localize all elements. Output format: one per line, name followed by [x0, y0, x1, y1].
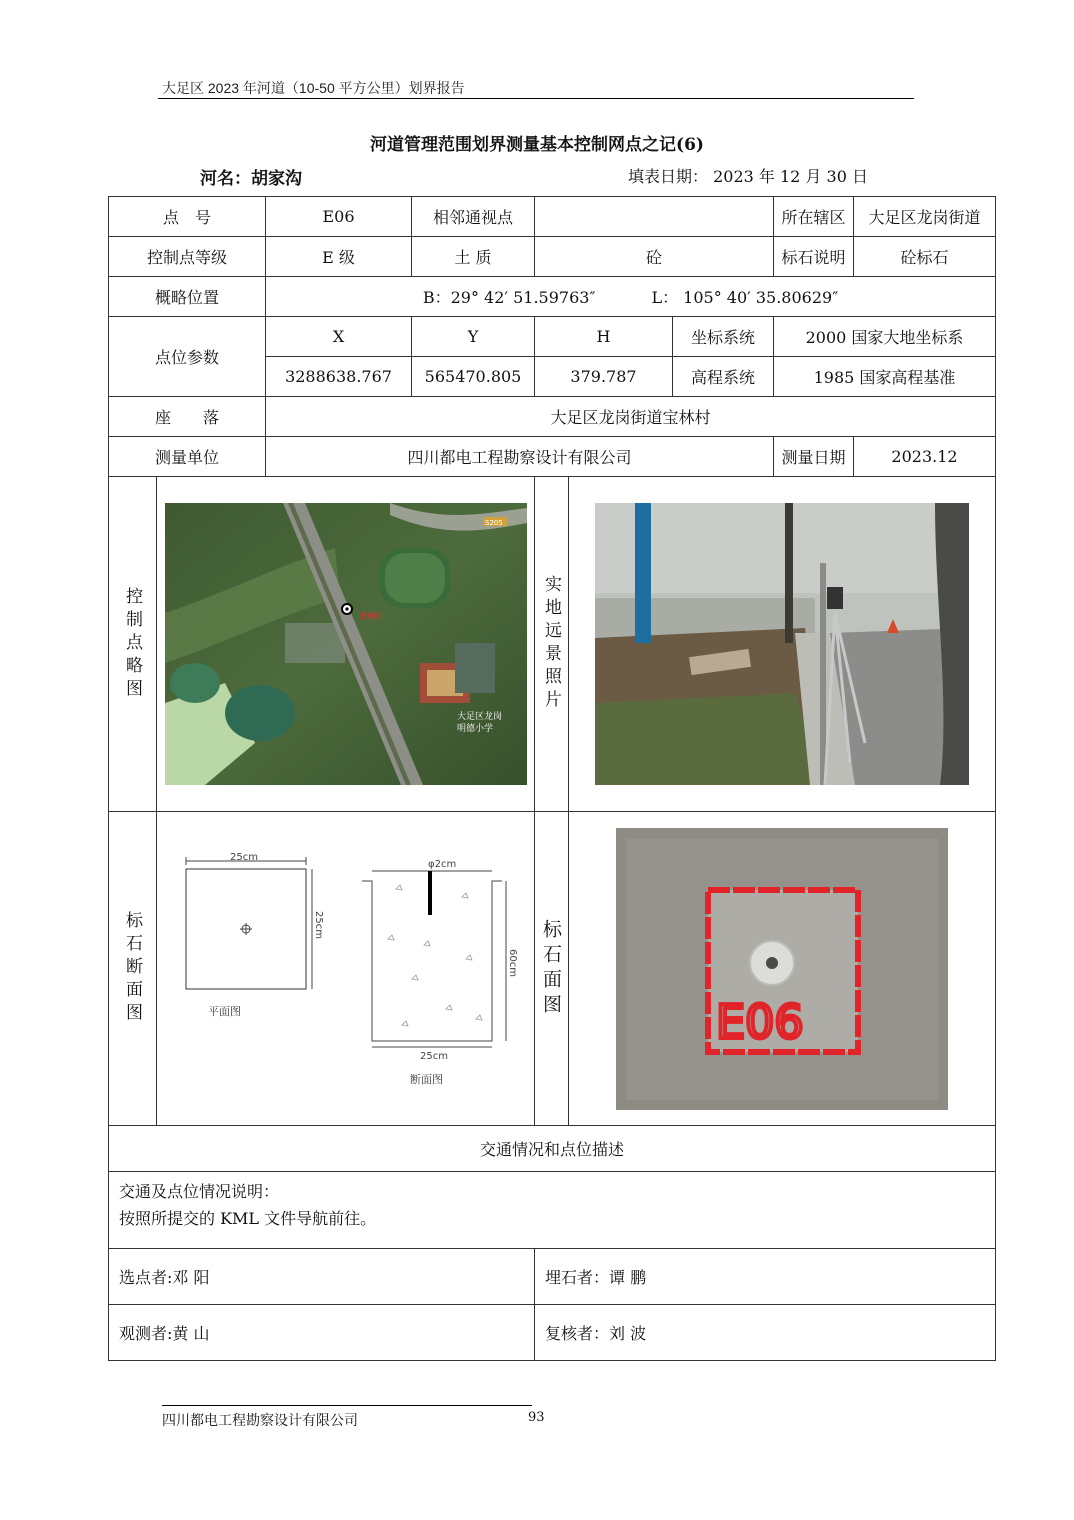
field-photo — [595, 503, 969, 785]
map-school-label1: 大足区龙岗 — [456, 712, 502, 722]
sketch-map-cell — [157, 477, 535, 812]
point-no-label: 点 号 — [109, 197, 266, 237]
surface-label: 标石面图 — [540, 918, 563, 1019]
point-no: E06 — [266, 197, 412, 237]
selector: 选点者:邓 阳 — [109, 1249, 535, 1305]
footer-rule — [162, 1405, 532, 1406]
latitude: B：29° 42′ 51.59763″ — [422, 288, 596, 307]
grade-value: E 级 — [266, 237, 412, 277]
map-road-label: S205 — [484, 519, 503, 527]
seat-label: 座 落 — [109, 397, 266, 437]
district-value: 大足区龙岗街道 — [854, 197, 996, 237]
height-sys-label: 高程系统 — [673, 357, 774, 397]
satellite-map — [165, 503, 527, 785]
plan-caption: 平面图 — [207, 1004, 241, 1018]
traffic-line2: 按照所提交的 KML 文件导航前往。 — [119, 1209, 377, 1228]
h-value: 379.787 — [535, 357, 673, 397]
checker: 复核者：刘 波 — [535, 1305, 996, 1361]
sketch-label: 控制点略图 — [122, 586, 142, 702]
soil-label: 土 质 — [412, 237, 535, 277]
plan-dim-v: 25cm — [312, 910, 324, 939]
burier: 埋石者：谭 鹏 — [535, 1249, 996, 1305]
adjacent-label: 相邻通视点 — [412, 197, 535, 237]
plan-dim: 25cm — [229, 851, 258, 863]
date-label: 测量日期 — [774, 437, 854, 477]
traffic-description — [109, 1172, 996, 1249]
height-sys-value: 1985 国家高程基准 — [774, 357, 996, 397]
location-value — [266, 277, 996, 317]
header-rule — [158, 98, 914, 99]
adjacent-value — [535, 197, 774, 237]
footer-company: 四川都电工程勘察设计有限公司 — [162, 1413, 358, 1429]
x-label: X — [266, 317, 412, 357]
x-value: 3288638.767 — [266, 357, 412, 397]
district-label: 所在辖区 — [774, 197, 854, 237]
grade-label: 控制点等级 — [109, 237, 266, 277]
page-number: 93 — [528, 1410, 545, 1425]
river-name: 河名：胡家沟 — [200, 169, 302, 189]
section-dim-bottom: 25cm — [419, 1050, 448, 1062]
map-point-label: E06 — [360, 611, 380, 622]
seat-value: 大足区龙岗街道宝林村 — [266, 397, 996, 437]
section-caption: 断面图 — [409, 1072, 443, 1086]
coord-sys-label: 坐标系统 — [673, 317, 774, 357]
surface-photo-cell — [569, 812, 996, 1126]
marker-text: E06 — [716, 994, 804, 1049]
field-photo-cell — [569, 477, 996, 812]
unit-label: 测量单位 — [109, 437, 266, 477]
section-dim-top: φ2cm — [427, 858, 456, 870]
page-title: 河道管理范围划界测量基本控制网点之记(6) — [370, 135, 704, 155]
map-school-label2: 明德小学 — [456, 724, 493, 734]
date-value: 2023.12 — [854, 437, 996, 477]
photo-label: 实地远景照片 — [541, 575, 562, 713]
unit-value: 四川都电工程勘察设计有限公司 — [266, 437, 774, 477]
coord-sys-value: 2000 国家大地坐标系 — [774, 317, 996, 357]
location-label: 概略位置 — [109, 277, 266, 317]
traffic-line1: 交通及点位情况说明： — [119, 1182, 280, 1201]
observer: 观测者:黄 山 — [109, 1305, 535, 1361]
stone-label: 标石说明 — [774, 237, 854, 277]
section-drawing — [166, 849, 526, 1089]
h-label: H — [535, 317, 673, 357]
section-dim-v: 60cm — [506, 948, 518, 977]
y-label: Y — [412, 317, 535, 357]
traffic-heading: 交通情况和点位描述 — [109, 1126, 996, 1172]
stone-value: 砼标石 — [854, 237, 996, 277]
surface-photo — [616, 828, 948, 1110]
y-value: 565470.805 — [412, 357, 535, 397]
page-header: 大足区 2023 年河道（10-50 平方公里）划界报告 — [162, 80, 465, 96]
longitude: L： 105° 40′ 35.80629″ — [651, 288, 839, 307]
params-label: 点位参数 — [109, 317, 266, 397]
section-drawing-cell — [157, 812, 535, 1126]
control-point-table — [108, 196, 996, 1361]
section-label: 标石断面图 — [122, 911, 142, 1026]
fill-date: 填表日期： 2023 年 12 月 30 日 — [628, 167, 868, 186]
soil-value: 砼 — [535, 237, 774, 277]
